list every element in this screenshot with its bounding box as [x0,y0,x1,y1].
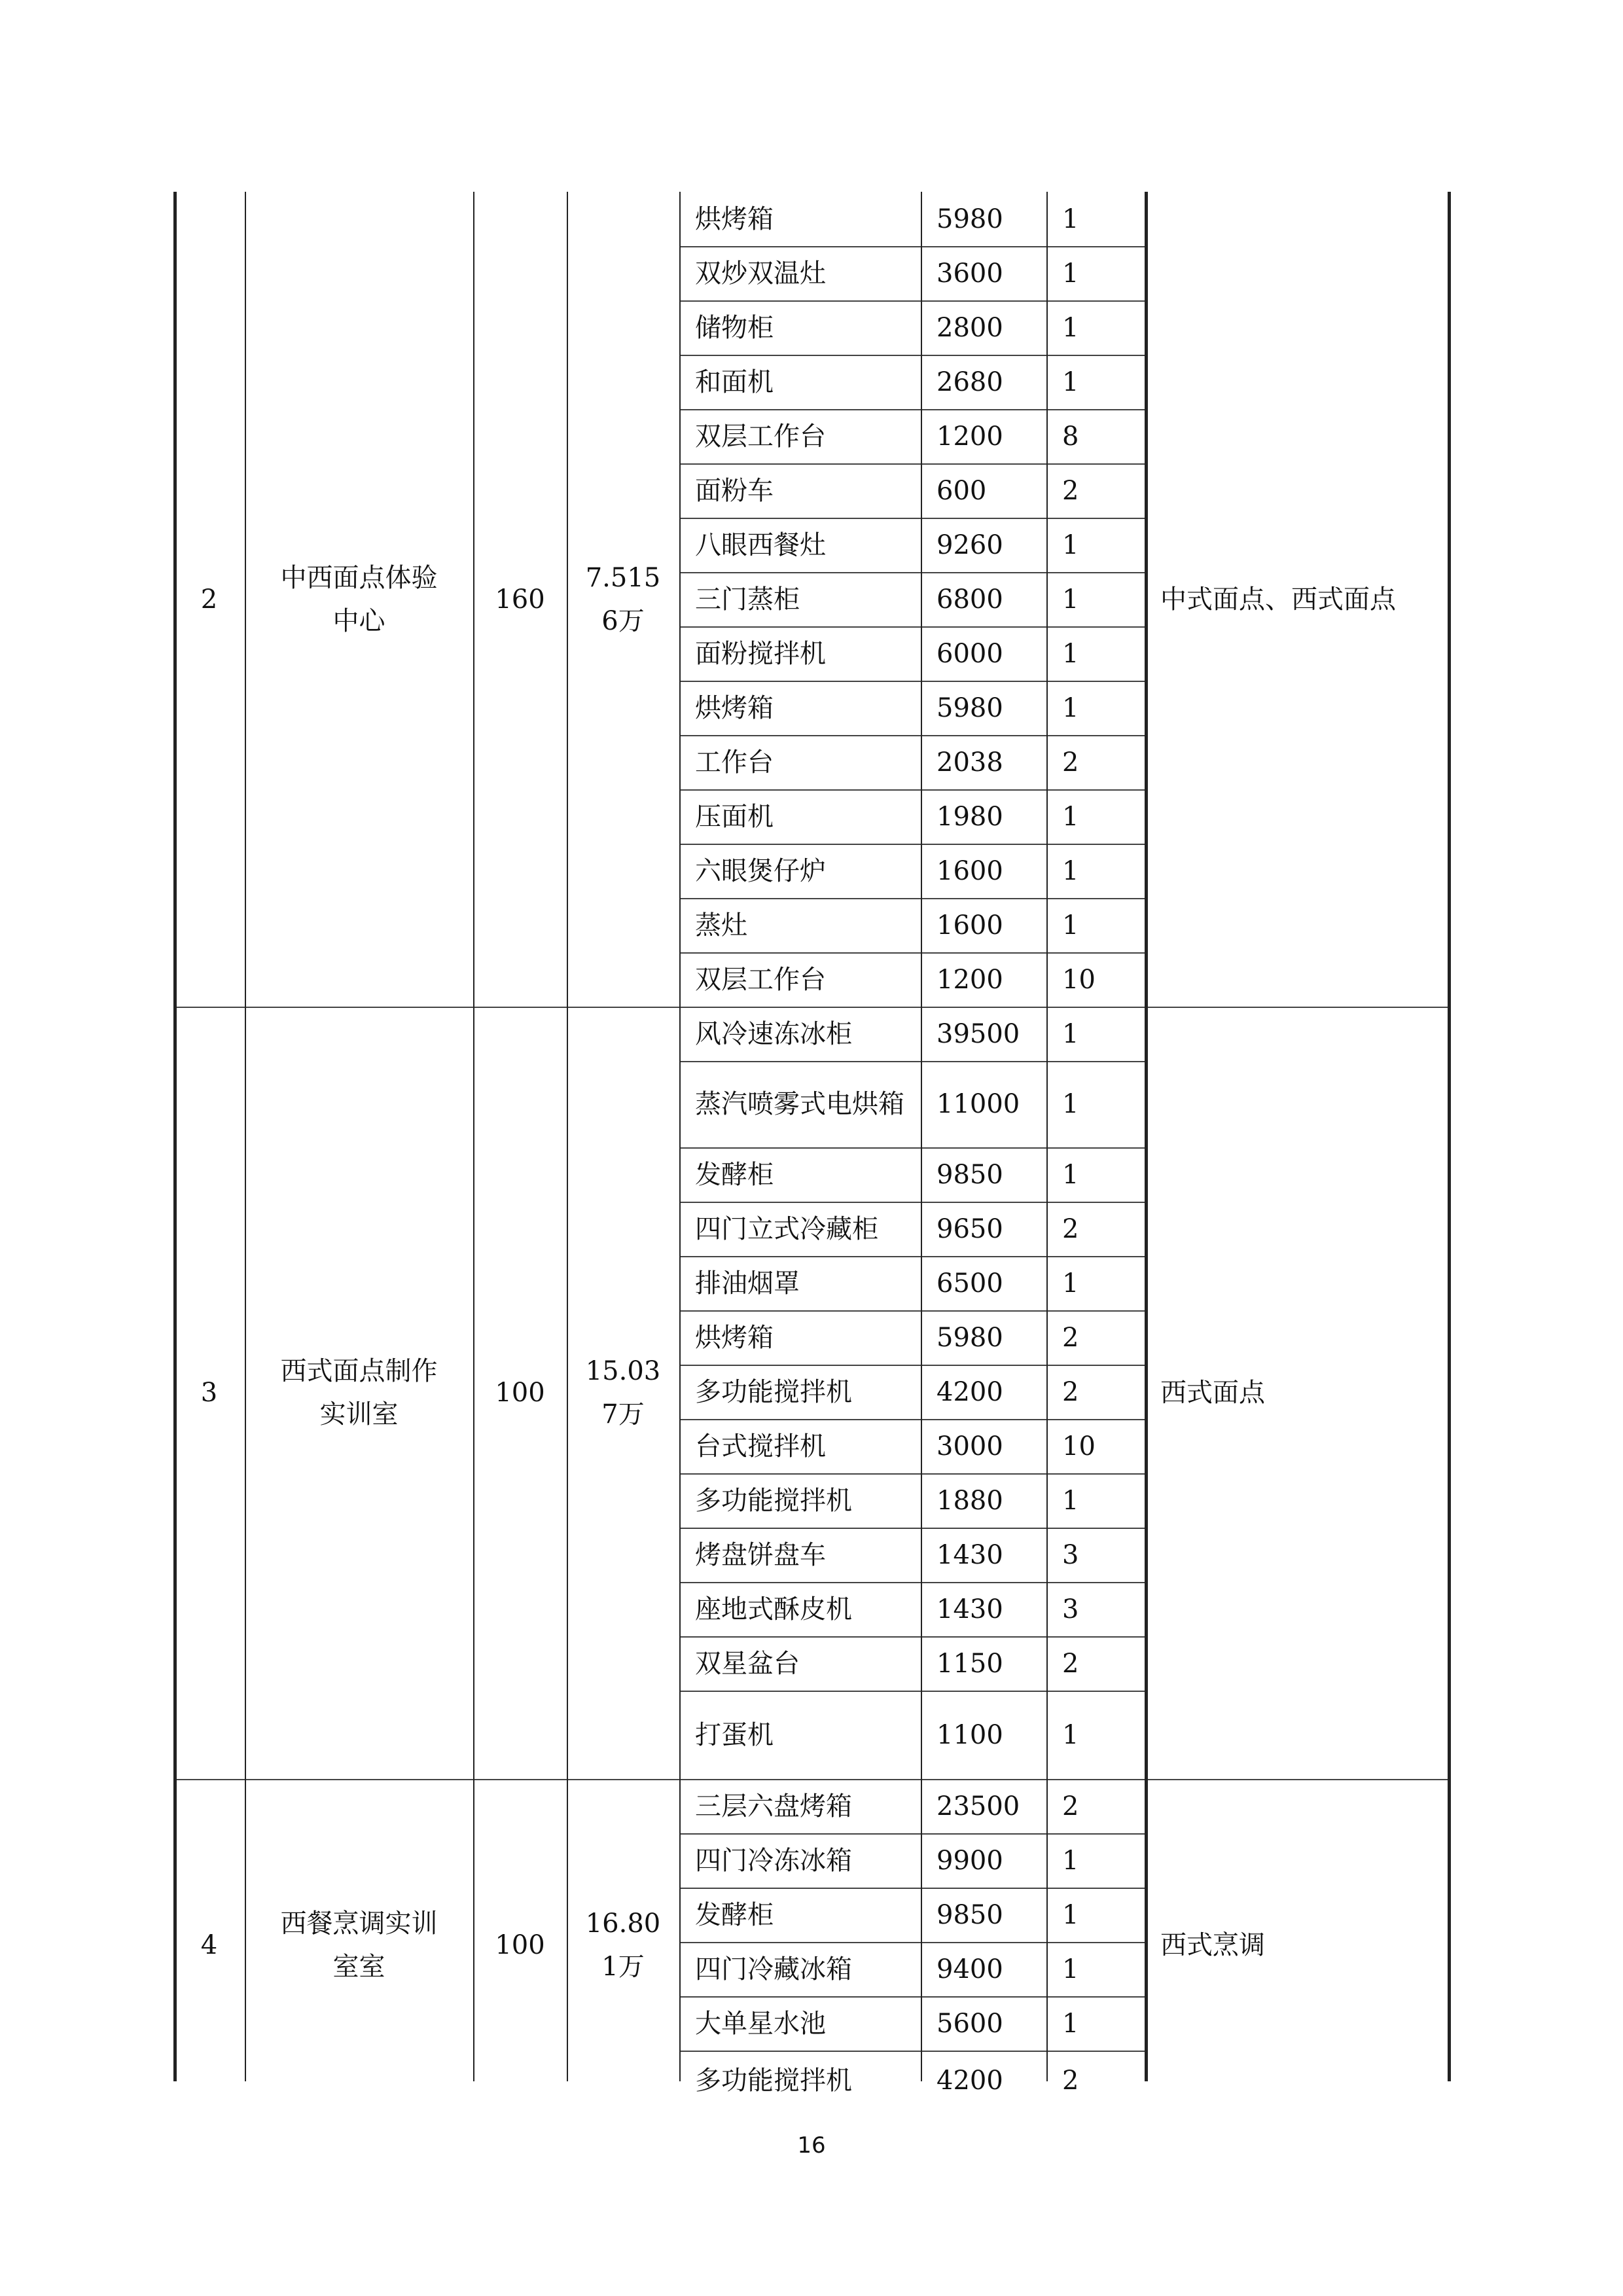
page-number: 16 [797,2132,826,2159]
equipment-name: 座地式酥皮机 [695,1594,852,1624]
equipment-name: 双星盆台 [695,1648,800,1679]
equipment-name: 烤盘饼盘车 [695,1539,826,1570]
equipment-price: 9850 [936,1159,1003,1190]
equipment-price: 5600 [936,2008,1003,2039]
equipment-name: 储物柜 [695,312,774,343]
equipment-price: 9900 [936,1845,1003,1876]
equipment-quantity: 1 [1062,1845,1079,1876]
room-area: 160 [495,584,545,615]
equipment-name: 烘烤箱 [695,692,774,723]
equipment-price: 1150 [936,1648,1003,1679]
equipment-price: 4200 [936,1376,1003,1407]
equipment-price: 5980 [936,1322,1003,1353]
equipment-name: 压面机 [695,801,774,832]
equipment-price: 1880 [936,1485,1003,1516]
equipment-price: 2680 [936,367,1003,397]
equipment-price: 1980 [936,801,1003,832]
column-divider [567,192,568,2081]
equipment-quantity: 1 [1062,529,1079,560]
equipment-quantity: 1 [1062,258,1079,289]
row-index: 3 [200,1378,218,1408]
room-cost: 16.801万 [585,1908,661,1982]
equipment-quantity: 1 [1062,367,1079,397]
equipment-quantity: 1 [1062,801,1079,832]
equipment-quantity: 2 [1062,475,1079,506]
equipment-name: 多功能搅拌机 [695,1485,852,1516]
equipment-price: 6800 [936,584,1003,615]
equipment-price: 4200 [936,2066,1003,2096]
equipment-name: 六眼煲仔炉 [695,855,826,886]
equipment-price: 5980 [936,204,1003,234]
equipment-name: 发酵柜 [695,1159,774,1190]
equipment-price: 23500 [936,1791,1020,1821]
equipment-price: 1200 [936,421,1003,452]
equipment-quantity: 8 [1062,421,1079,452]
equipment-price: 1600 [936,855,1003,886]
equipment-name: 发酵柜 [695,1899,774,1930]
equipment-quantity: 1 [1062,638,1079,669]
room-cost: 15.037万 [585,1356,661,1429]
equipment-quantity: 1 [1062,1485,1079,1516]
equipment-quantity: 1 [1062,855,1079,886]
equipment-quantity: 10 [1062,964,1096,995]
equipment-price: 1200 [936,964,1003,995]
equipment-quantity: 1 [1062,1899,1079,1930]
equipment-price: 1430 [936,1594,1003,1624]
equipment-quantity: 1 [1062,584,1079,615]
equipment-quantity: 1 [1062,1954,1079,1984]
equipment-name: 烘烤箱 [695,1322,774,1353]
equipment-quantity: 1 [1062,2008,1079,2039]
room-purpose: 中式面点、西式面点 [1160,584,1396,615]
equipment-quantity: 1 [1062,692,1079,723]
equipment-price: 5980 [936,692,1003,723]
room-area: 100 [495,1929,545,1960]
equipment-name: 四门立式冷藏柜 [695,1213,878,1244]
equipment-name: 三层六盘烤箱 [695,1791,852,1821]
equipment-price: 9650 [936,1213,1003,1244]
equipment-name: 和面机 [695,367,774,397]
equipment-name: 大单星水池 [695,2008,826,2039]
equipment-quantity: 1 [1062,1089,1079,1119]
equipment-price: 6000 [936,638,1003,669]
room-name: 西餐烹调实训室室 [280,1908,438,1982]
equipment-name: 四门冷冻冰箱 [695,1845,852,1876]
equipment-name: 双层工作台 [695,421,826,452]
equipment-quantity: 2 [1062,1322,1079,1353]
equipment-quantity: 10 [1062,1431,1096,1462]
equipment-name: 双炒双温灶 [695,258,826,289]
equipment-name: 风冷速冻冰柜 [695,1018,852,1049]
equipment-price: 9260 [936,529,1003,560]
column-divider [245,192,246,2081]
equipment-price: 1600 [936,910,1003,941]
equipment-name: 打蛋机 [695,1719,774,1750]
equipment-name: 蒸灶 [695,910,747,941]
equipment-quantity: 1 [1062,312,1079,343]
equipment-name: 三门蒸柜 [695,584,800,615]
equipment-price: 2800 [936,312,1003,343]
equipment-price: 39500 [936,1018,1020,1049]
equipment-price: 11000 [936,1089,1020,1119]
equipment-quantity: 1 [1062,1719,1079,1750]
equipment-name: 排油烟罩 [695,1268,800,1299]
equipment-name: 面粉车 [695,475,774,506]
equipment-quantity: 1 [1062,204,1079,234]
equipment-price: 9400 [936,1954,1003,1984]
equipment-price: 6500 [936,1268,1003,1299]
equipment-quantity: 1 [1062,1159,1079,1190]
room-cost: 7.5156万 [585,562,661,636]
column-divider [1046,192,1048,2081]
room-area: 100 [495,1378,545,1408]
equipment-name: 工作台 [695,747,774,778]
equipment-name: 双层工作台 [695,964,826,995]
equipment-quantity: 2 [1062,1648,1079,1679]
equipment-quantity: 1 [1062,1018,1079,1049]
room-name: 中西面点体验中心 [280,562,438,636]
equipment-quantity: 1 [1062,910,1079,941]
column-divider [679,192,681,2081]
equipment-price: 3600 [936,258,1003,289]
equipment-name: 多功能搅拌机 [695,1376,852,1407]
equipment-quantity: 1 [1062,1268,1079,1299]
equipment-name: 八眼西餐灶 [695,529,826,560]
equipment-price: 3000 [936,1431,1003,1462]
equipment-quantity: 3 [1062,1539,1079,1570]
row-index: 2 [200,584,218,615]
equipment-name: 面粉搅拌机 [695,638,826,669]
equipment-quantity: 2 [1062,1376,1079,1407]
equipment-price: 2038 [936,747,1003,778]
equipment-quantity: 2 [1062,1791,1079,1821]
room-name: 西式面点制作实训室 [280,1356,438,1429]
room-purpose: 西式烹调 [1160,1929,1265,1960]
equipment-quantity: 2 [1062,1213,1079,1244]
equipment-name: 多功能搅拌机 [695,2066,852,2096]
equipment-name: 四门冷藏冰箱 [695,1954,852,1984]
equipment-name: 台式搅拌机 [695,1431,826,1462]
row-index: 4 [200,1929,218,1960]
equipment-price: 1430 [936,1539,1003,1570]
table-right-border [1448,192,1451,2081]
column-divider [473,192,474,2081]
equipment-quantity: 2 [1062,747,1079,778]
equipment-price: 9850 [936,1899,1003,1930]
table-left-border [173,192,177,2081]
equipment-price: 1100 [936,1719,1003,1750]
room-purpose: 西式面点 [1160,1378,1265,1408]
equipment-name: 烘烤箱 [695,204,774,234]
column-divider-thick [1145,192,1148,2081]
column-divider [921,192,922,2081]
equipment-price: 600 [936,475,987,506]
equipment-quantity: 2 [1062,2066,1079,2096]
equipment-quantity: 3 [1062,1594,1079,1624]
equipment-name: 蒸汽喷雾式电烘箱 [695,1089,904,1119]
